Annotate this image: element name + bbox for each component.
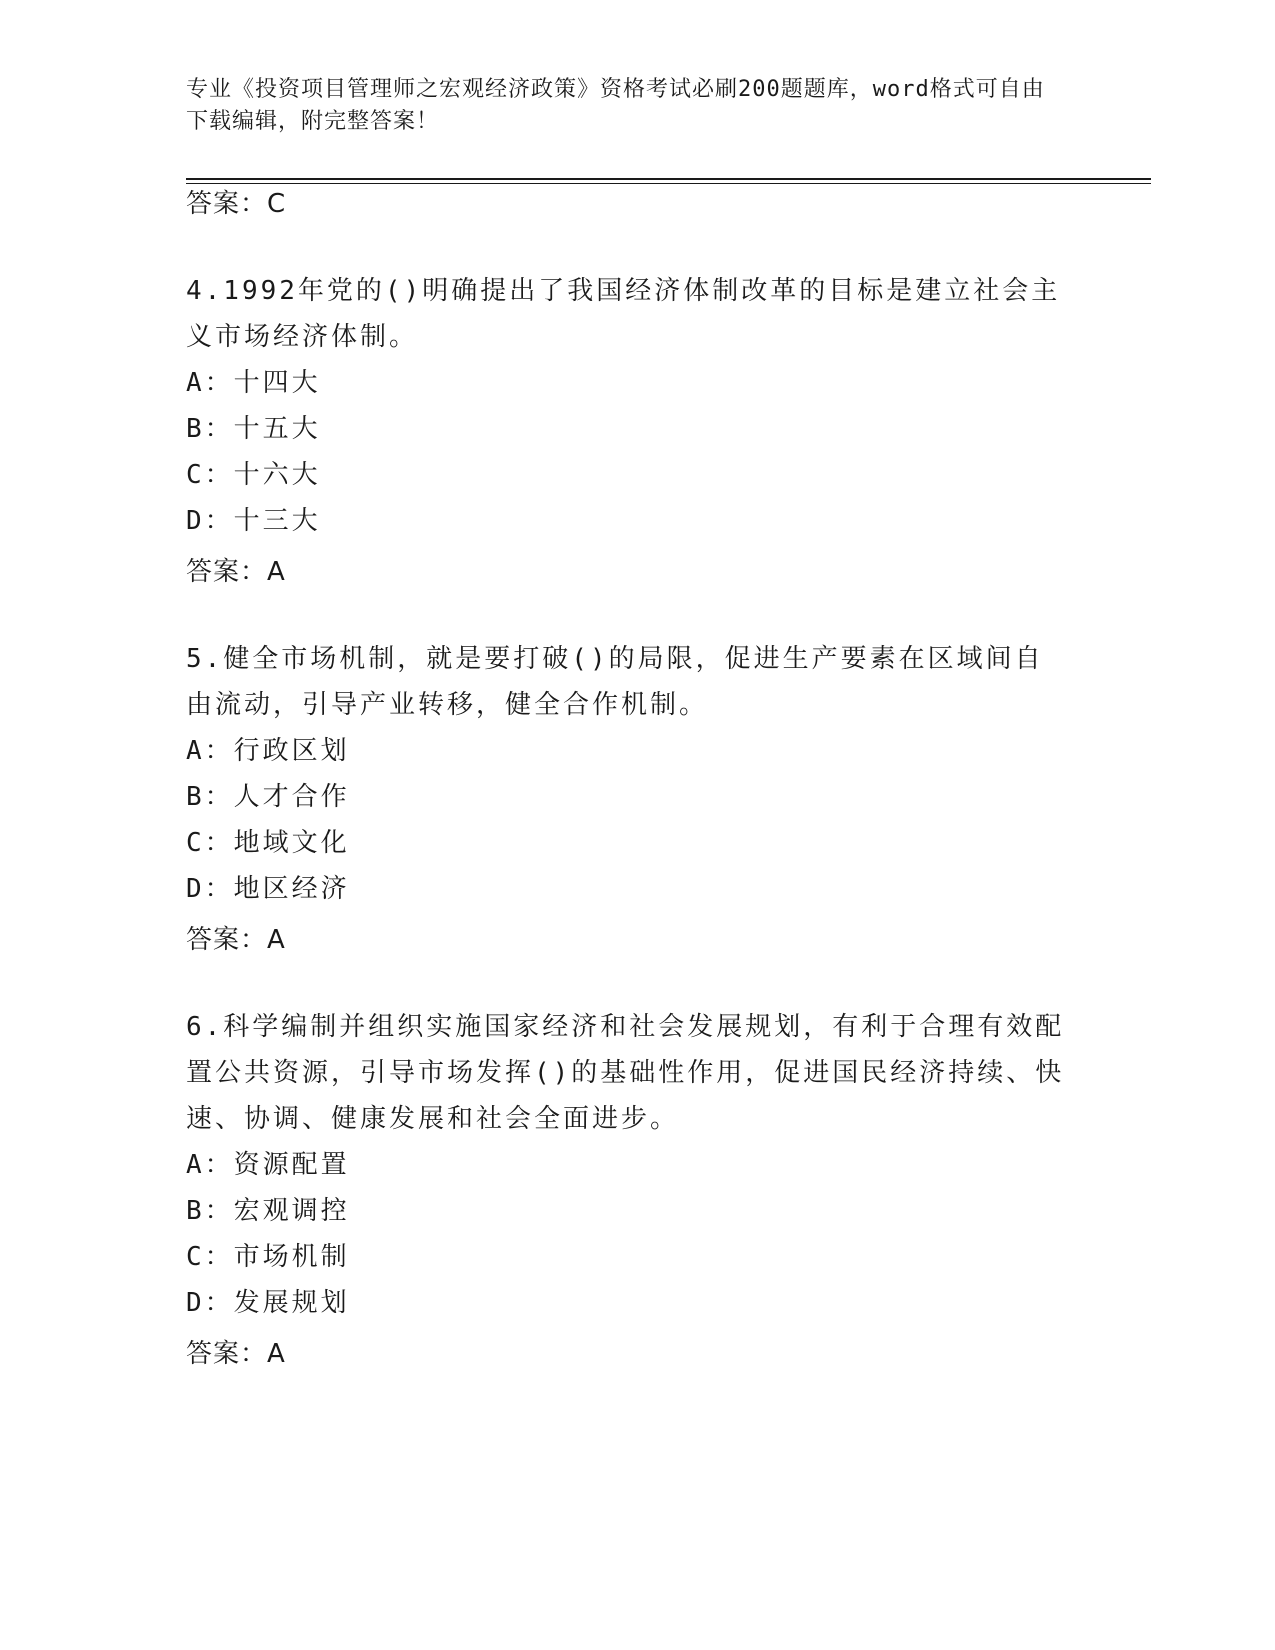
question-6-option-c: C：市场机制	[186, 1242, 350, 1272]
header-divider-thick	[186, 178, 1151, 180]
question-5-text: 5.健全市场机制，就是要打破()的局限，促进生产要素在区域间自由流动，引导产业转移，健全合作机制。	[186, 644, 1044, 720]
question-5-option-b: B：人才合作	[186, 782, 350, 812]
question-6-option-b: B：宏观调控	[186, 1196, 350, 1226]
answer-q3: 答案：C	[186, 189, 287, 219]
question-6-text: 6.科学编制并组织实施国家经济和社会发展规划，有利于合理有效配置公共资源，引导市场发挥()的基础性作用，促进国民经济持续、快速、协调、健康发展和社会全面进步。	[186, 1012, 1065, 1134]
question-4-option-c: C：十六大	[186, 460, 321, 490]
question-4-option-d: D：十三大	[186, 506, 321, 536]
question-5	[186, 636, 1066, 912]
question-5-option-a: A：行政区划	[186, 736, 350, 766]
question-6-option-a: A：资源配置	[186, 1150, 350, 1180]
document-header: 专业《投资项目管理师之宏观经济政策》资格考试必刷200题题库，word格式可自由下载编辑，附完整答案！	[186, 77, 1045, 134]
question-4-option-a: A：十四大	[186, 368, 321, 398]
question-6-option-d: D：发展规划	[186, 1288, 350, 1318]
header-divider-thin	[186, 183, 1151, 184]
question-6	[186, 1004, 1066, 1326]
answer-q5: 答案：A	[186, 925, 286, 955]
question-4-option-b: B：十五大	[186, 414, 321, 444]
answer-q6: 答案：A	[186, 1339, 286, 1369]
question-5-option-c: C：地域文化	[186, 828, 350, 858]
document-page	[186, 0, 1151, 1650]
answer-q4: 答案：A	[186, 557, 286, 587]
question-4	[186, 268, 1066, 544]
question-5-option-d: D：地区经济	[186, 874, 350, 904]
question-4-text: 4.1992年党的()明确提出了我国经济体制改革的目标是建立社会主义市场经济体制。	[186, 276, 1061, 352]
